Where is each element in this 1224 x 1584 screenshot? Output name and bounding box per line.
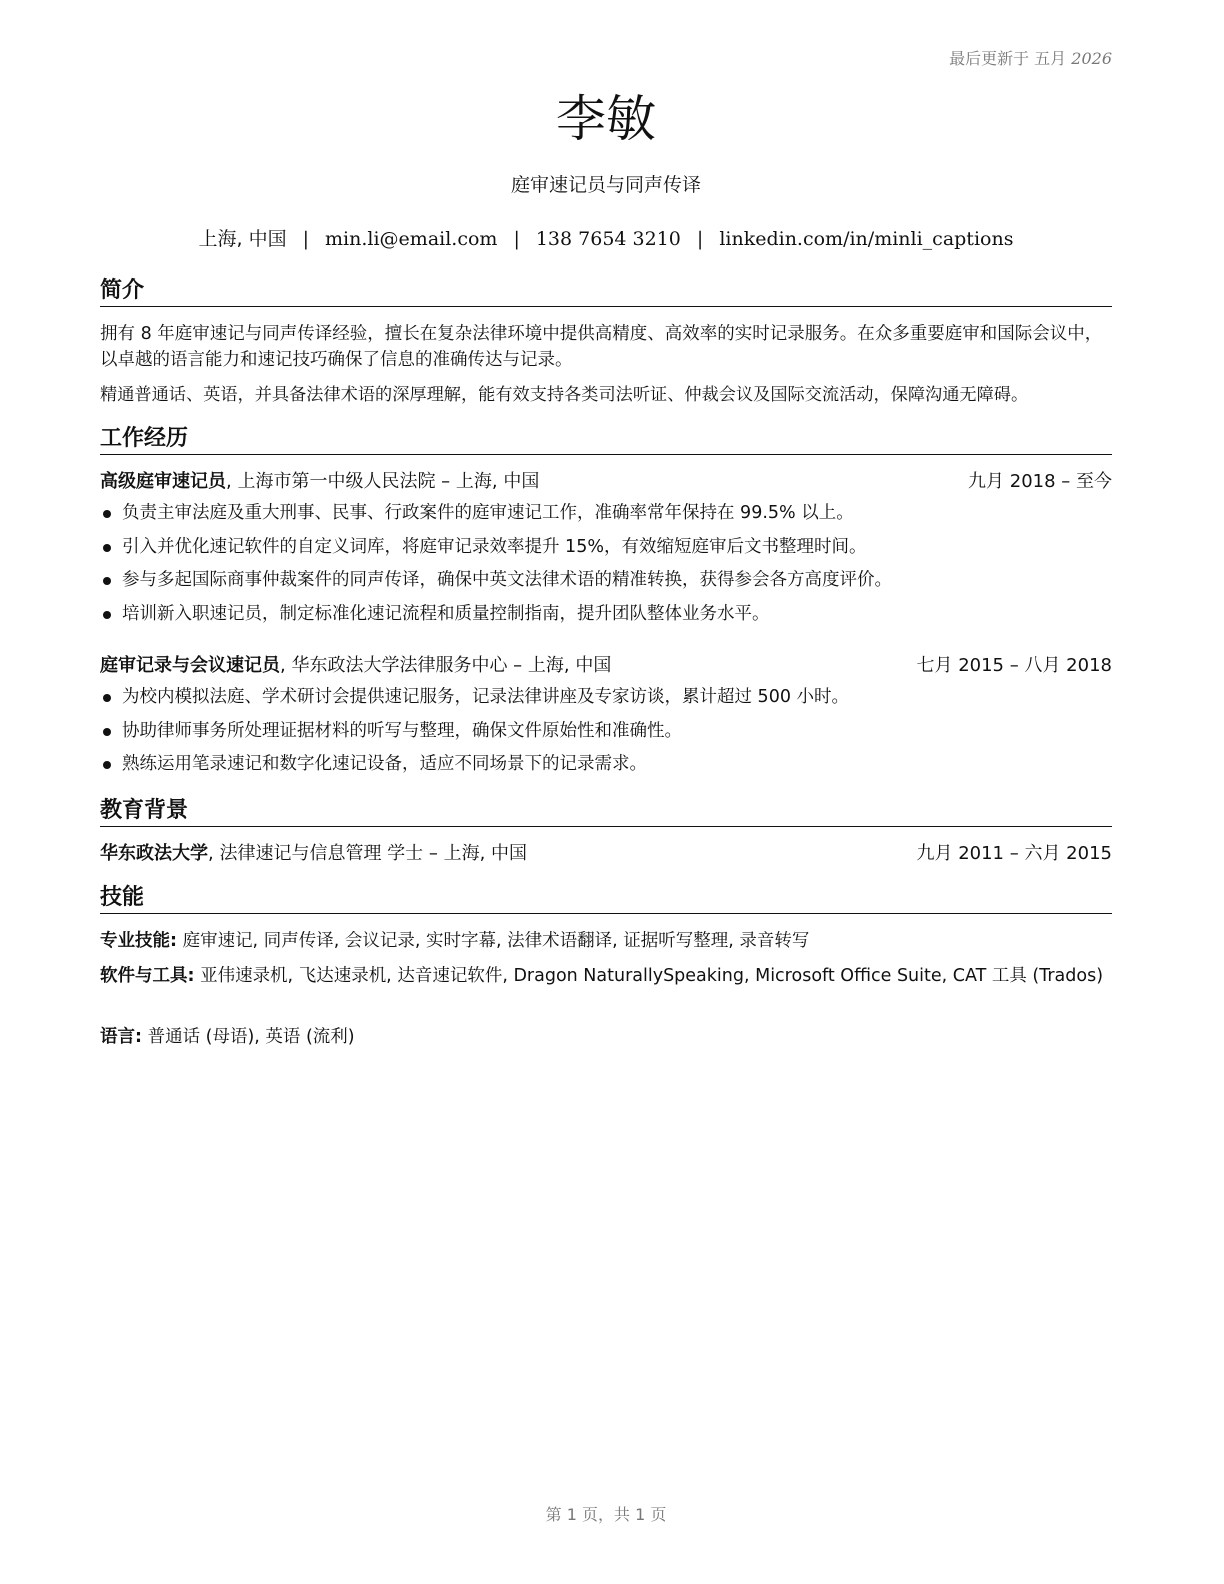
skill-value: 普通话 (母语), 英语 (流利): [142, 1027, 355, 1047]
skill-label: 软件与工具:: [100, 966, 195, 986]
job-org: , 华东政法大学法律服务中心 – 上海, 中国: [280, 655, 612, 676]
candidate-headline: 庭审速记员与同声传译: [510, 174, 701, 196]
list-item: 参与多起国际商事仲裁案件的同声传译，确保中英文法律术语的精准转换，获得参会各方高度评价。: [100, 567, 1112, 601]
job-bullets: [100, 500, 1112, 634]
job-dates: 九月 2018 – 至今: [968, 471, 1112, 492]
education-dates: 九月 2011 – 六月 2015: [916, 843, 1112, 864]
job-header: [100, 469, 1112, 495]
section-title-skills: 技能: [100, 884, 1112, 914]
summary-paragraph: 拥有 8 年庭审速记与同声传译经验，擅长在复杂法律环境中提供高精度、高效率的实时记录服务。在众多重要庭审和国际会议中，以卓越的语言能力和速记技巧确保了信息的准确传达与记录。: [100, 324, 1103, 370]
job-dates: 七月 2015 – 八月 2018: [916, 655, 1112, 676]
job-bullets: [100, 684, 1112, 785]
section-title-summary: 简介: [100, 277, 1112, 307]
section-title-education: 教育背景: [100, 797, 1112, 827]
contact-email[interactable]: min.li@email.com: [325, 228, 498, 250]
skill-value: 庭审速记, 同声传译, 会议记录, 实时字幕, 法律术语翻译, 证据听写整理, 录音转写: [177, 931, 810, 951]
list-item: 引入并优化速记软件的自定义词库，将庭审记录效率提升 15%，有效缩短庭审后文书整理时间。: [100, 534, 1112, 568]
section-title-experience: 工作经历: [100, 425, 1112, 455]
education-school: 华东政法大学: [100, 843, 208, 864]
last-updated-prefix: 最后更新于 五月: [949, 49, 1067, 68]
job-org: , 上海市第一中级人民法院 – 上海, 中国: [226, 471, 540, 492]
list-item: 负责主审法庭及重大刑事、民事、行政案件的庭审速记工作，准确率常年保持在 99.5% 以上。: [100, 500, 1112, 534]
skill-label: 语言:: [100, 1027, 142, 1047]
list-item: 为校内模拟法庭、学术研讨会提供速记服务，记录法律讲座及专家访谈，累计超过 500 小时。: [100, 684, 1112, 718]
contact-linkedin[interactable]: linkedin.com/in/minli_captions: [719, 228, 1014, 250]
contact-separator: |: [302, 228, 310, 250]
skill-value: 亚伟速录机, 飞达速录机, 达音速记软件, Dragon NaturallySpeaking, Microsoft Office Suite, CAT 工具 (Trados): [194, 966, 1104, 986]
resume-page: [100, 0, 1112, 1584]
education-detail: , 法律速记与信息管理 学士 – 上海, 中国: [208, 843, 528, 864]
contact-line: [100, 224, 1112, 251]
contact-separator: |: [696, 228, 704, 250]
skill-label: 专业技能:: [100, 931, 177, 951]
job-role: 高级庭审速记员: [100, 471, 226, 492]
summary-paragraph: 精通普通话、英语，并具备法律术语的深厚理解，能有效支持各类司法听证、仲裁会议及国际交流活动，保障沟通无障碍。: [100, 385, 1029, 405]
contact-separator: |: [513, 228, 520, 250]
page-number: 第 1 页，共 1 页: [545, 1505, 667, 1524]
last-updated-year: 2026: [1071, 49, 1112, 68]
last-updated: [949, 46, 1112, 69]
list-item: 培训新入职速记员，制定标准化速记流程和质量控制指南，提升团队整体业务水平。: [100, 601, 1112, 635]
skill-line: [100, 928, 1112, 954]
job-role: 庭审记录与会议速记员: [100, 655, 280, 676]
skill-line: [100, 1024, 1112, 1050]
job-header: [100, 653, 1112, 679]
contact-phone: 138 7654 3210: [535, 228, 681, 250]
education-entry: [100, 841, 1112, 867]
candidate-name: 李敏: [556, 90, 656, 148]
skill-line: [100, 963, 1112, 989]
list-item: 协助律师事务所处理证据材料的听写与整理，确保文件原始性和准确性。: [100, 718, 1112, 752]
list-item: 熟练运用笔录速记和数字化速记设备，适应不同场景下的记录需求。: [100, 751, 1112, 785]
contact-location: 上海, 中国: [198, 228, 287, 250]
